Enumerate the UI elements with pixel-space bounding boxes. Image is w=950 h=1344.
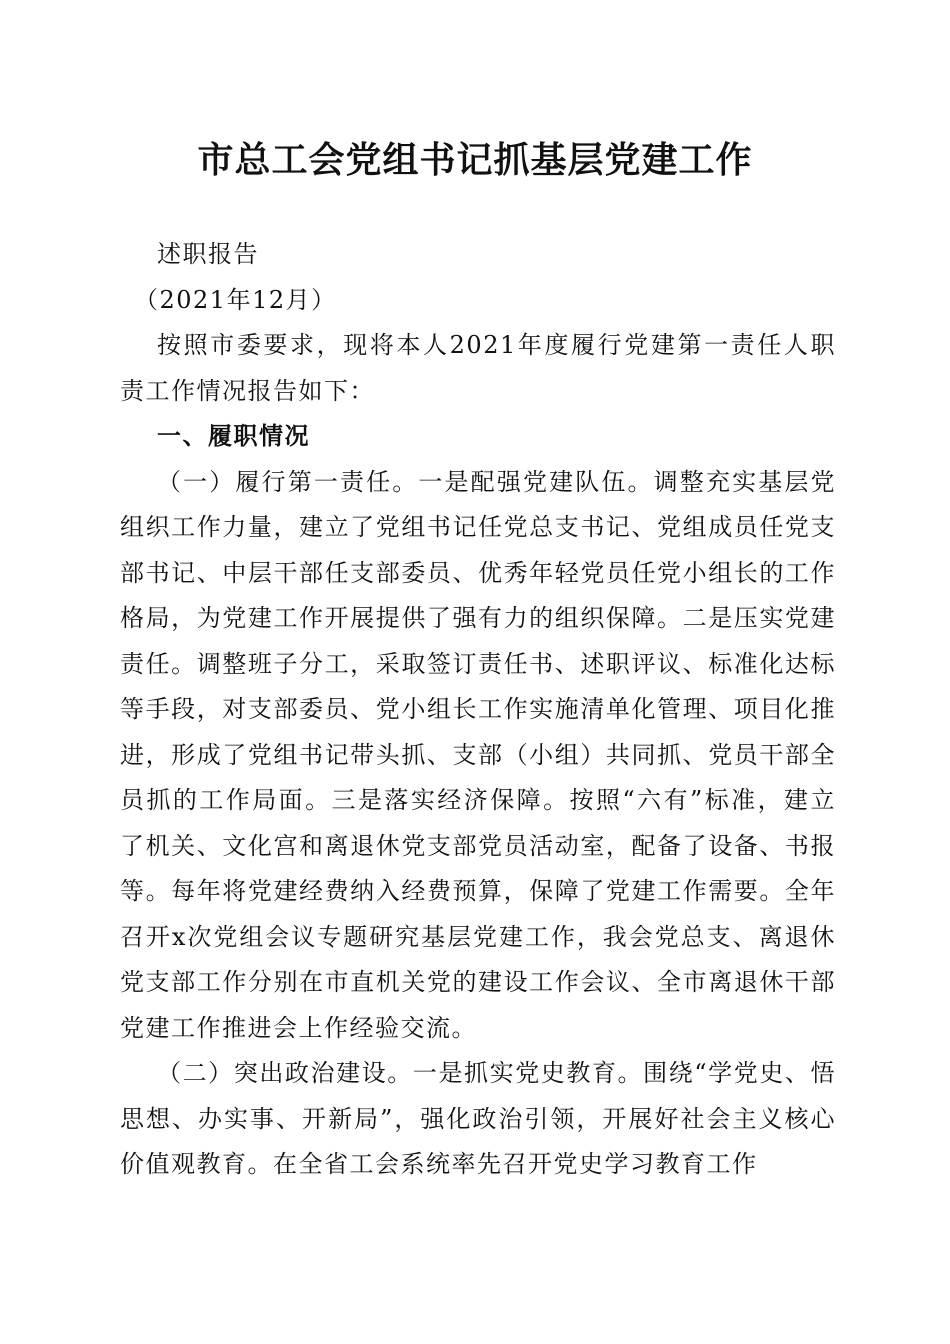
section-heading: 一、履职情况 — [157, 422, 310, 450]
document-body — [120, 232, 836, 1188]
paragraph-2: （二）突出政治建设。一是抓实党史教育。围绕“学党史、悟思想、办实事、开新局”，强化政治引领，开展好社会主义核心价值观教育。在全省工会系统率先召开党史学习教育工作 — [120, 1059, 836, 1178]
intro-paragraph: 按照市委要求，现将本人2021年度履行党建第一责任人职责工作情况报告如下： — [120, 331, 836, 405]
report-subtitle: 述职报告 — [157, 240, 259, 268]
report-date: （2021年12月） — [134, 285, 337, 314]
document-title: 市总工会党组书记抓基层党建工作 — [197, 139, 753, 181]
paragraph-1: （一）履行第一责任。一是配强党建队伍。调整充实基层党组织工作力量，建立了党组书记任党总支书记、党组成员任党支部书记、中层干部任支部委员、优秀年轻党员任党小组长的工作格局，为党建工作开展提供了强有力的组织保障。二是压实党建责任。调整班子分工，采取签订责任书、述职评议、标准化达标等手段，对支部委员、党小组长工作实施清单化管理、项目化推进，形成了党组书记带头抓、支部（小组）共同抓、党员干部全员抓的工作局面。三是落实经济保障。按照“六有”标准，建立了机关、文化宫和离退休党支部党员活动室，配备了设备、书报等。每年将党建经费纳入经费预算，保障了党建工作需要。全年召开x次党组会议专题研究基层党建工作，我会党总支、离退休党支部工作分别在市直机关党的建设工作会议、全市离退休干部党建工作推进会上作经验交流。 — [120, 467, 836, 1042]
